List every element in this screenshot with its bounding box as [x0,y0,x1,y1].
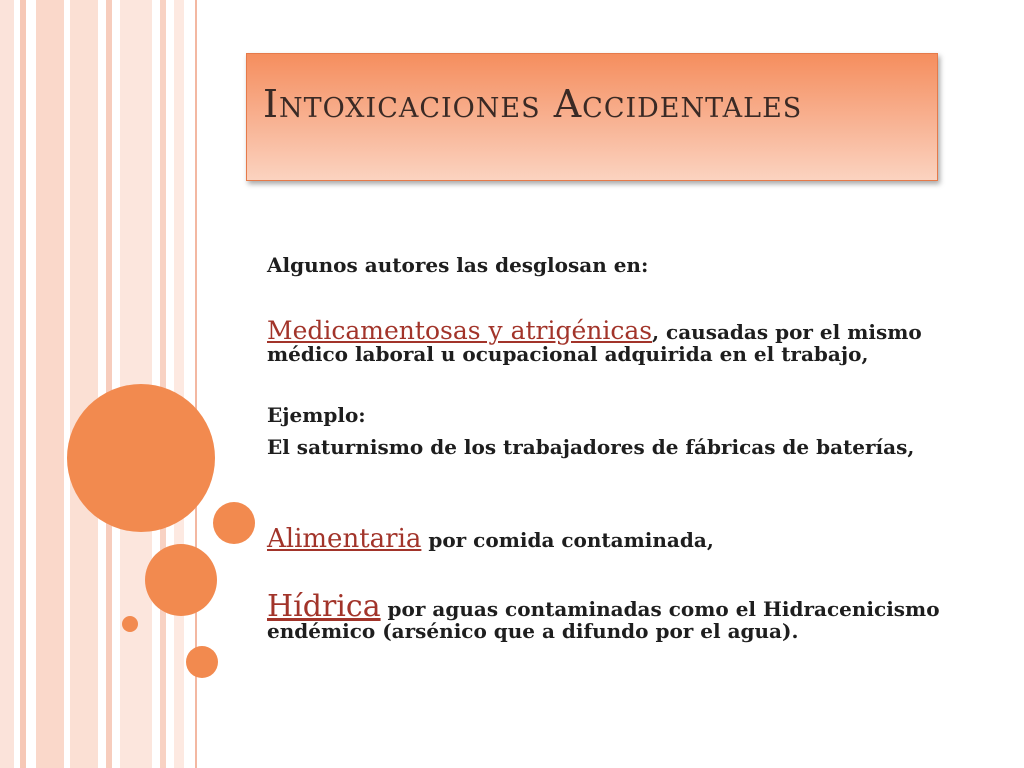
term-link-alimentaria[interactable]: Alimentaria [267,524,422,554]
item-alimentaria [267,524,714,554]
example-label: Ejemplo: [267,403,366,427]
example-text: El saturnismo de los trabajadores de fábricas de baterías, [267,435,915,459]
item-text-hidrica: por aguas contaminadas como el Hidracenicismo endémico (arsénico que a difundo por el agua). [267,597,940,643]
decorative-circle-small [213,502,255,544]
item-text-medicamentosas: , causadas por el mismo médico laboral u ocupacional adquirida en el trabajo, [267,320,922,366]
decorative-circle-tiny [122,616,138,632]
term-link-hidrica[interactable]: Hídrica [267,589,381,624]
decorative-circle-small-bottom [186,646,218,678]
decorative-stripes [0,0,200,768]
slide-title: Intoxicaciones Accidentales [263,82,803,126]
decorative-circle-large [67,384,215,532]
item-text-alimentaria: por comida contaminada, [421,528,714,552]
decorative-circle-medium [145,544,217,616]
item-hidrica [267,589,957,643]
title-box [246,53,938,181]
term-link-medicamentosas[interactable]: Medicamentosas y atrigénicas [267,316,653,345]
item-medicamentosas [267,316,937,366]
intro-text: Algunos autores las desglosan en: [267,253,649,277]
